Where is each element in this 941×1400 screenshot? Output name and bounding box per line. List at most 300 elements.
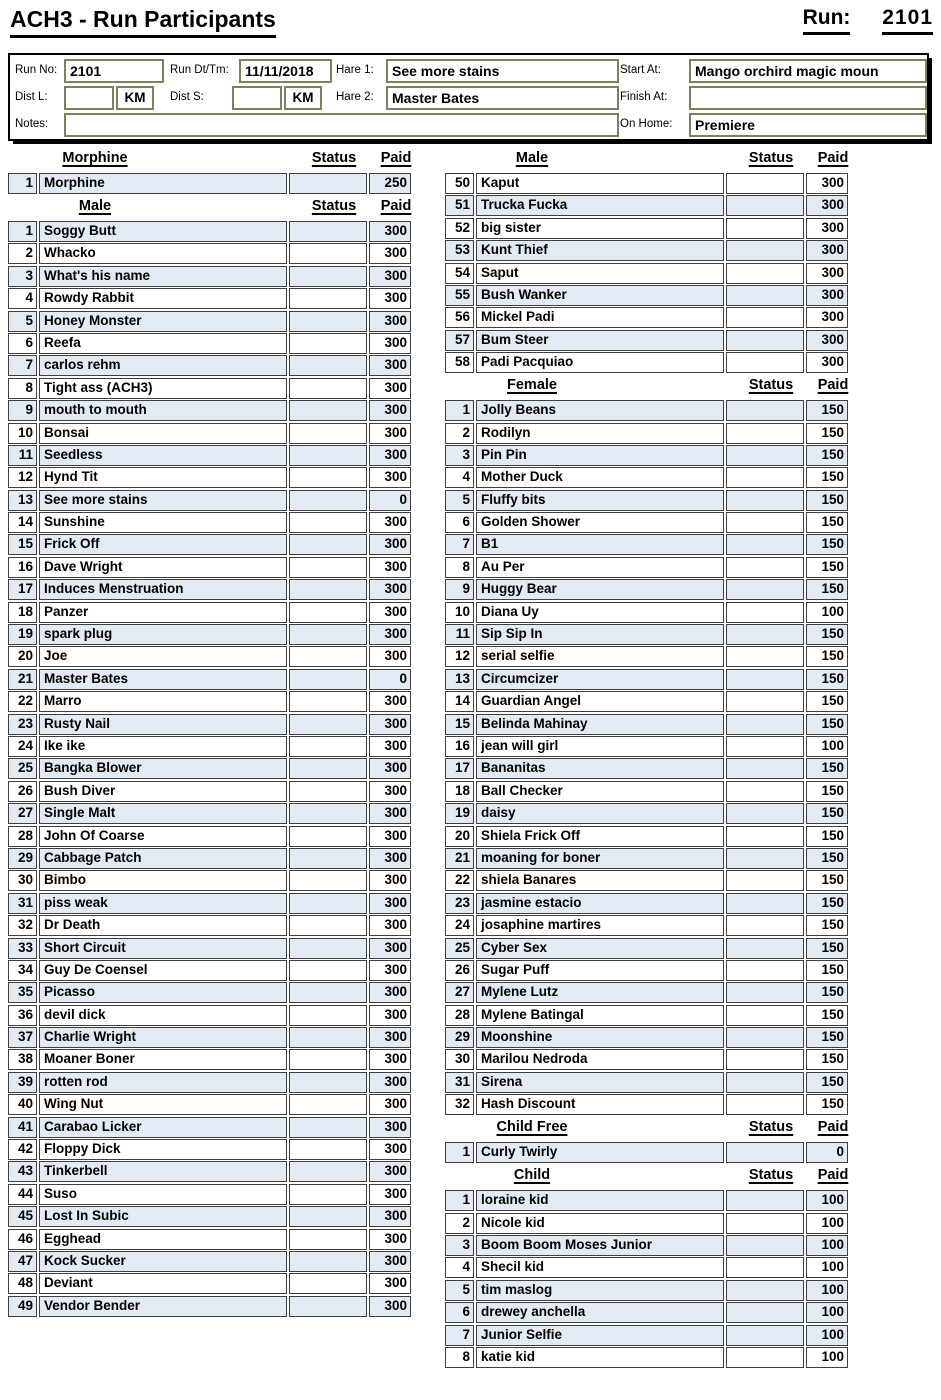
paid-cell[interactable]: 150 — [806, 1049, 848, 1070]
status-cell[interactable] — [289, 938, 367, 959]
status-cell[interactable] — [289, 1117, 367, 1138]
participant-name-cell[interactable]: Padi Pacquiao — [476, 352, 724, 373]
paid-cell[interactable]: 300 — [806, 307, 848, 328]
status-cell[interactable] — [726, 263, 804, 284]
status-cell[interactable] — [726, 1235, 804, 1256]
status-cell[interactable] — [726, 646, 804, 667]
status-cell[interactable] — [726, 1072, 804, 1093]
status-cell[interactable] — [289, 1273, 367, 1294]
paid-cell[interactable]: 300 — [806, 195, 848, 216]
status-cell[interactable] — [289, 1206, 367, 1227]
participant-name-cell[interactable]: Sugar Puff — [476, 960, 724, 981]
paid-cell[interactable]: 100 — [806, 1257, 848, 1278]
paid-cell[interactable]: 100 — [806, 1302, 848, 1323]
hare2-field[interactable]: Master Bates — [386, 86, 619, 110]
paid-cell[interactable]: 300 — [369, 1206, 411, 1227]
paid-cell[interactable]: 100 — [806, 736, 848, 757]
status-cell[interactable] — [289, 1094, 367, 1115]
paid-cell[interactable]: 300 — [369, 602, 411, 623]
paid-cell[interactable]: 300 — [369, 378, 411, 399]
participant-name-cell[interactable]: Dave Wright — [39, 557, 287, 578]
run-no-field[interactable]: 2101 — [64, 59, 164, 83]
status-cell[interactable] — [289, 423, 367, 444]
participant-name-cell[interactable]: tim maslog — [476, 1280, 724, 1301]
participant-name-cell[interactable]: daisy — [476, 803, 724, 824]
status-cell[interactable] — [726, 1190, 804, 1211]
status-cell[interactable] — [289, 579, 367, 600]
status-cell[interactable] — [726, 1094, 804, 1115]
paid-cell[interactable]: 150 — [806, 624, 848, 645]
status-cell[interactable] — [289, 173, 367, 194]
participant-name-cell[interactable]: josaphine martires — [476, 915, 724, 936]
status-cell[interactable] — [726, 915, 804, 936]
participant-name-cell[interactable]: Reefa — [39, 333, 287, 354]
paid-cell[interactable]: 300 — [369, 1161, 411, 1182]
paid-cell[interactable]: 300 — [806, 263, 848, 284]
paid-cell[interactable]: 300 — [369, 781, 411, 802]
status-cell[interactable] — [726, 1257, 804, 1278]
paid-cell[interactable]: 300 — [369, 893, 411, 914]
participant-name-cell[interactable]: Short Circuit — [39, 938, 287, 959]
paid-cell[interactable]: 150 — [806, 915, 848, 936]
status-cell[interactable] — [726, 781, 804, 802]
status-cell[interactable] — [289, 826, 367, 847]
status-cell[interactable] — [289, 400, 367, 421]
paid-cell[interactable]: 150 — [806, 400, 848, 421]
participant-name-cell[interactable]: Picasso — [39, 982, 287, 1003]
participant-name-cell[interactable]: Circumcizer — [476, 669, 724, 690]
participant-name-cell[interactable]: Mother Duck — [476, 467, 724, 488]
participant-name-cell[interactable]: Guardian Angel — [476, 691, 724, 712]
status-cell[interactable] — [289, 960, 367, 981]
participant-name-cell[interactable]: Trucka Fucka — [476, 195, 724, 216]
participant-name-cell[interactable]: Honey Monster — [39, 311, 287, 332]
participant-name-cell[interactable]: Bush Wanker — [476, 285, 724, 306]
participant-name-cell[interactable]: What's his name — [39, 266, 287, 287]
paid-cell[interactable]: 300 — [369, 221, 411, 242]
participant-name-cell[interactable]: Shiela Frick Off — [476, 826, 724, 847]
status-cell[interactable] — [289, 490, 367, 511]
participant-name-cell[interactable]: B1 — [476, 534, 724, 555]
paid-cell[interactable]: 300 — [369, 512, 411, 533]
paid-cell[interactable]: 150 — [806, 512, 848, 533]
status-cell[interactable] — [289, 669, 367, 690]
paid-cell[interactable]: 150 — [806, 803, 848, 824]
paid-cell[interactable]: 100 — [806, 1213, 848, 1234]
participant-name-cell[interactable]: Tinkerbell — [39, 1161, 287, 1182]
start-at-field[interactable]: Mango orchird magic moun — [689, 59, 927, 83]
status-cell[interactable] — [726, 173, 804, 194]
participant-name-cell[interactable]: Marilou Nedroda — [476, 1049, 724, 1070]
participant-name-cell[interactable]: Moaner Boner — [39, 1049, 287, 1070]
paid-cell[interactable]: 300 — [369, 423, 411, 444]
status-cell[interactable] — [726, 714, 804, 735]
paid-cell[interactable]: 300 — [369, 826, 411, 847]
status-cell[interactable] — [289, 1161, 367, 1182]
paid-cell[interactable]: 300 — [369, 870, 411, 891]
participant-name-cell[interactable]: Vendor Bender — [39, 1296, 287, 1317]
status-cell[interactable] — [289, 534, 367, 555]
paid-cell[interactable]: 150 — [806, 1027, 848, 1048]
participant-name-cell[interactable]: Rusty Nail — [39, 714, 287, 735]
paid-cell[interactable]: 300 — [369, 288, 411, 309]
status-cell[interactable] — [289, 1139, 367, 1160]
participant-name-cell[interactable]: Hash Discount — [476, 1094, 724, 1115]
paid-cell[interactable]: 300 — [369, 467, 411, 488]
paid-cell[interactable]: 300 — [369, 311, 411, 332]
status-cell[interactable] — [726, 870, 804, 891]
paid-cell[interactable]: 100 — [806, 1347, 848, 1368]
participant-name-cell[interactable]: jean will girl — [476, 736, 724, 757]
participant-name-cell[interactable]: Saput — [476, 263, 724, 284]
participant-name-cell[interactable]: Deviant — [39, 1273, 287, 1294]
status-cell[interactable] — [289, 1251, 367, 1272]
paid-cell[interactable]: 300 — [369, 915, 411, 936]
status-cell[interactable] — [726, 330, 804, 351]
paid-cell[interactable]: 300 — [369, 1117, 411, 1138]
status-cell[interactable] — [289, 355, 367, 376]
participant-name-cell[interactable]: Mickel Padi — [476, 307, 724, 328]
status-cell[interactable] — [726, 960, 804, 981]
paid-cell[interactable]: 300 — [369, 1273, 411, 1294]
hare1-field[interactable]: See more stains — [386, 59, 619, 83]
paid-cell[interactable]: 150 — [806, 557, 848, 578]
paid-cell[interactable]: 300 — [369, 1184, 411, 1205]
participant-name-cell[interactable]: Bonsai — [39, 423, 287, 444]
paid-cell[interactable]: 150 — [806, 669, 848, 690]
status-cell[interactable] — [289, 288, 367, 309]
participant-name-cell[interactable]: Fluffy bits — [476, 490, 724, 511]
status-cell[interactable] — [289, 221, 367, 242]
participant-name-cell[interactable]: Panzer — [39, 602, 287, 623]
status-cell[interactable] — [726, 938, 804, 959]
participant-name-cell[interactable]: Tight ass (ACH3) — [39, 378, 287, 399]
participant-name-cell[interactable]: Seedless — [39, 445, 287, 466]
paid-cell[interactable]: 300 — [369, 243, 411, 264]
status-cell[interactable] — [289, 333, 367, 354]
status-cell[interactable] — [726, 307, 804, 328]
paid-cell[interactable]: 100 — [806, 1235, 848, 1256]
paid-cell[interactable]: 100 — [806, 1190, 848, 1211]
status-cell[interactable] — [726, 1005, 804, 1026]
paid-cell[interactable]: 150 — [806, 646, 848, 667]
status-cell[interactable] — [726, 1142, 804, 1163]
status-cell[interactable] — [726, 352, 804, 373]
paid-cell[interactable]: 300 — [806, 352, 848, 373]
participant-name-cell[interactable]: mouth to mouth — [39, 400, 287, 421]
participant-name-cell[interactable]: shiela Banares — [476, 870, 724, 891]
dist-l-field[interactable] — [64, 86, 114, 110]
paid-cell[interactable]: 150 — [806, 893, 848, 914]
participant-name-cell[interactable]: Mylene Lutz — [476, 982, 724, 1003]
participant-name-cell[interactable]: See more stains — [39, 490, 287, 511]
participant-name-cell[interactable]: drewey anchella — [476, 1302, 724, 1323]
status-cell[interactable] — [726, 557, 804, 578]
participant-name-cell[interactable]: Curly Twirly — [476, 1142, 724, 1163]
participant-name-cell[interactable]: Frick Off — [39, 534, 287, 555]
status-cell[interactable] — [726, 893, 804, 914]
paid-cell[interactable]: 150 — [806, 781, 848, 802]
participant-name-cell[interactable]: moaning for boner — [476, 848, 724, 869]
participant-name-cell[interactable]: Carabao Licker — [39, 1117, 287, 1138]
status-cell[interactable] — [289, 691, 367, 712]
participant-name-cell[interactable]: Bananitas — [476, 758, 724, 779]
status-cell[interactable] — [726, 602, 804, 623]
status-cell[interactable] — [726, 691, 804, 712]
paid-cell[interactable]: 300 — [369, 758, 411, 779]
participant-name-cell[interactable]: jasmine estacio — [476, 893, 724, 914]
status-cell[interactable] — [289, 624, 367, 645]
participant-name-cell[interactable]: Bangka Blower — [39, 758, 287, 779]
participant-name-cell[interactable]: Belinda Mahinay — [476, 714, 724, 735]
status-cell[interactable] — [289, 467, 367, 488]
status-cell[interactable] — [289, 266, 367, 287]
paid-cell[interactable]: 300 — [369, 557, 411, 578]
status-cell[interactable] — [289, 1296, 367, 1317]
status-cell[interactable] — [289, 646, 367, 667]
run-dttm-field[interactable]: 11/11/2018 — [239, 59, 332, 83]
status-cell[interactable] — [289, 1184, 367, 1205]
status-cell[interactable] — [289, 1005, 367, 1026]
status-cell[interactable] — [726, 624, 804, 645]
paid-cell[interactable]: 300 — [369, 400, 411, 421]
participant-name-cell[interactable]: Charlie Wright — [39, 1027, 287, 1048]
paid-cell[interactable]: 150 — [806, 826, 848, 847]
paid-cell[interactable]: 150 — [806, 848, 848, 869]
status-cell[interactable] — [726, 1302, 804, 1323]
status-cell[interactable] — [289, 1072, 367, 1093]
paid-cell[interactable]: 300 — [369, 848, 411, 869]
participant-name-cell[interactable]: piss weak — [39, 893, 287, 914]
status-cell[interactable] — [289, 982, 367, 1003]
participant-name-cell[interactable]: Moonshine — [476, 1027, 724, 1048]
status-cell[interactable] — [726, 195, 804, 216]
paid-cell[interactable]: 150 — [806, 467, 848, 488]
paid-cell[interactable]: 300 — [806, 285, 848, 306]
participant-name-cell[interactable]: loraine kid — [476, 1190, 724, 1211]
status-cell[interactable] — [726, 848, 804, 869]
participant-name-cell[interactable]: Pin Pin — [476, 445, 724, 466]
paid-cell[interactable]: 250 — [369, 173, 411, 194]
participant-name-cell[interactable]: Single Malt — [39, 803, 287, 824]
status-cell[interactable] — [726, 218, 804, 239]
paid-cell[interactable]: 300 — [369, 646, 411, 667]
paid-cell[interactable]: 300 — [369, 266, 411, 287]
paid-cell[interactable]: 300 — [369, 1251, 411, 1272]
paid-cell[interactable]: 300 — [369, 445, 411, 466]
status-cell[interactable] — [289, 870, 367, 891]
status-cell[interactable] — [726, 400, 804, 421]
participant-name-cell[interactable]: Diana Uy — [476, 602, 724, 623]
paid-cell[interactable]: 300 — [369, 1049, 411, 1070]
finish-at-field[interactable] — [689, 86, 927, 110]
paid-cell[interactable]: 300 — [369, 624, 411, 645]
status-cell[interactable] — [289, 311, 367, 332]
status-cell[interactable] — [726, 758, 804, 779]
status-cell[interactable] — [289, 893, 367, 914]
paid-cell[interactable]: 300 — [369, 982, 411, 1003]
participant-name-cell[interactable]: Junior Selfie — [476, 1325, 724, 1346]
paid-cell[interactable]: 100 — [806, 1280, 848, 1301]
participant-name-cell[interactable]: big sister — [476, 218, 724, 239]
paid-cell[interactable]: 150 — [806, 870, 848, 891]
participant-name-cell[interactable]: Bum Steer — [476, 330, 724, 351]
participant-name-cell[interactable]: Ball Checker — [476, 781, 724, 802]
paid-cell[interactable]: 300 — [369, 1229, 411, 1250]
status-cell[interactable] — [289, 557, 367, 578]
participant-name-cell[interactable]: Joe — [39, 646, 287, 667]
status-cell[interactable] — [726, 512, 804, 533]
participant-name-cell[interactable]: Guy De Coensel — [39, 960, 287, 981]
participant-name-cell[interactable]: Ike ike — [39, 736, 287, 757]
paid-cell[interactable]: 150 — [806, 490, 848, 511]
paid-cell[interactable]: 300 — [369, 714, 411, 735]
status-cell[interactable] — [289, 1027, 367, 1048]
status-cell[interactable] — [726, 1049, 804, 1070]
paid-cell[interactable]: 300 — [369, 1139, 411, 1160]
participant-name-cell[interactable]: Rodilyn — [476, 423, 724, 444]
participant-name-cell[interactable]: Kock Sucker — [39, 1251, 287, 1272]
participant-name-cell[interactable]: Cabbage Patch — [39, 848, 287, 869]
paid-cell[interactable]: 300 — [369, 938, 411, 959]
participant-name-cell[interactable]: Hynd Tit — [39, 467, 287, 488]
paid-cell[interactable]: 150 — [806, 714, 848, 735]
paid-cell[interactable]: 100 — [806, 602, 848, 623]
status-cell[interactable] — [289, 915, 367, 936]
status-cell[interactable] — [289, 512, 367, 533]
status-cell[interactable] — [726, 1027, 804, 1048]
participant-name-cell[interactable]: Nicole kid — [476, 1213, 724, 1234]
participant-name-cell[interactable]: Au Per — [476, 557, 724, 578]
participant-name-cell[interactable]: Lost In Subic — [39, 1206, 287, 1227]
status-cell[interactable] — [289, 243, 367, 264]
status-cell[interactable] — [726, 490, 804, 511]
status-cell[interactable] — [726, 534, 804, 555]
participant-name-cell[interactable]: Floppy Dick — [39, 1139, 287, 1160]
paid-cell[interactable]: 300 — [369, 803, 411, 824]
paid-cell[interactable]: 100 — [806, 1325, 848, 1346]
status-cell[interactable] — [726, 803, 804, 824]
paid-cell[interactable]: 300 — [369, 691, 411, 712]
participant-name-cell[interactable]: Sunshine — [39, 512, 287, 533]
paid-cell[interactable]: 300 — [369, 1296, 411, 1317]
status-cell[interactable] — [726, 1213, 804, 1234]
participant-name-cell[interactable]: Morphine — [39, 173, 287, 194]
participant-name-cell[interactable]: John Of Coarse — [39, 826, 287, 847]
participant-name-cell[interactable]: Golden Shower — [476, 512, 724, 533]
status-cell[interactable] — [289, 736, 367, 757]
paid-cell[interactable]: 150 — [806, 534, 848, 555]
status-cell[interactable] — [289, 445, 367, 466]
paid-cell[interactable]: 150 — [806, 1072, 848, 1093]
participant-name-cell[interactable]: Kunt Thief — [476, 240, 724, 261]
dist-s-field[interactable] — [232, 86, 282, 110]
participant-name-cell[interactable]: Bush Diver — [39, 781, 287, 802]
participant-name-cell[interactable]: devil dick — [39, 1005, 287, 1026]
paid-cell[interactable]: 150 — [806, 938, 848, 959]
status-cell[interactable] — [726, 982, 804, 1003]
participant-name-cell[interactable]: Boom Boom Moses Junior — [476, 1235, 724, 1256]
paid-cell[interactable]: 150 — [806, 445, 848, 466]
participant-name-cell[interactable]: Suso — [39, 1184, 287, 1205]
paid-cell[interactable]: 300 — [369, 355, 411, 376]
participant-name-cell[interactable]: Mylene Batingal — [476, 1005, 724, 1026]
status-cell[interactable] — [289, 378, 367, 399]
participant-name-cell[interactable]: Jolly Beans — [476, 400, 724, 421]
status-cell[interactable] — [726, 1280, 804, 1301]
status-cell[interactable] — [726, 240, 804, 261]
status-cell[interactable] — [289, 602, 367, 623]
status-cell[interactable] — [726, 423, 804, 444]
status-cell[interactable] — [289, 1229, 367, 1250]
status-cell[interactable] — [726, 669, 804, 690]
participant-name-cell[interactable]: Sip Sip In — [476, 624, 724, 645]
paid-cell[interactable]: 150 — [806, 1005, 848, 1026]
participant-name-cell[interactable]: Dr Death — [39, 915, 287, 936]
paid-cell[interactable]: 150 — [806, 1094, 848, 1115]
paid-cell[interactable]: 300 — [369, 960, 411, 981]
paid-cell[interactable]: 300 — [369, 333, 411, 354]
status-cell[interactable] — [289, 803, 367, 824]
paid-cell[interactable]: 0 — [806, 1142, 848, 1163]
paid-cell[interactable]: 150 — [806, 982, 848, 1003]
on-home-field[interactable]: Premiere — [689, 113, 927, 137]
participant-name-cell[interactable]: Rowdy Rabbit — [39, 288, 287, 309]
paid-cell[interactable]: 300 — [369, 736, 411, 757]
participant-name-cell[interactable]: spark plug — [39, 624, 287, 645]
participant-name-cell[interactable]: Shecil kid — [476, 1257, 724, 1278]
participant-name-cell[interactable]: Egghead — [39, 1229, 287, 1250]
paid-cell[interactable]: 300 — [369, 1072, 411, 1093]
status-cell[interactable] — [726, 285, 804, 306]
status-cell[interactable] — [289, 781, 367, 802]
paid-cell[interactable]: 150 — [806, 960, 848, 981]
status-cell[interactable] — [726, 826, 804, 847]
participant-name-cell[interactable]: Cyber Sex — [476, 938, 724, 959]
paid-cell[interactable]: 150 — [806, 691, 848, 712]
participant-name-cell[interactable]: carlos rehm — [39, 355, 287, 376]
paid-cell[interactable]: 300 — [369, 1094, 411, 1115]
participant-name-cell[interactable]: rotten rod — [39, 1072, 287, 1093]
status-cell[interactable] — [726, 579, 804, 600]
status-cell[interactable] — [289, 714, 367, 735]
paid-cell[interactable]: 150 — [806, 423, 848, 444]
status-cell[interactable] — [726, 1347, 804, 1368]
participant-name-cell[interactable]: serial selfie — [476, 646, 724, 667]
paid-cell[interactable]: 0 — [369, 490, 411, 511]
paid-cell[interactable]: 300 — [806, 218, 848, 239]
paid-cell[interactable]: 300 — [806, 173, 848, 194]
status-cell[interactable] — [726, 1325, 804, 1346]
paid-cell[interactable]: 300 — [369, 1027, 411, 1048]
participant-name-cell[interactable]: Bimbo — [39, 870, 287, 891]
participant-name-cell[interactable]: Master Bates — [39, 669, 287, 690]
participant-name-cell[interactable]: Soggy Butt — [39, 221, 287, 242]
participant-name-cell[interactable]: Wing Nut — [39, 1094, 287, 1115]
participant-name-cell[interactable]: Whacko — [39, 243, 287, 264]
status-cell[interactable] — [289, 758, 367, 779]
paid-cell[interactable]: 300 — [806, 240, 848, 261]
paid-cell[interactable]: 150 — [806, 579, 848, 600]
participant-name-cell[interactable]: katie kid — [476, 1347, 724, 1368]
paid-cell[interactable]: 300 — [369, 579, 411, 600]
status-cell[interactable] — [289, 848, 367, 869]
notes-field[interactable] — [64, 113, 619, 137]
status-cell[interactable] — [289, 1049, 367, 1070]
paid-cell[interactable]: 300 — [806, 330, 848, 351]
status-cell[interactable] — [726, 736, 804, 757]
paid-cell[interactable]: 300 — [369, 1005, 411, 1026]
